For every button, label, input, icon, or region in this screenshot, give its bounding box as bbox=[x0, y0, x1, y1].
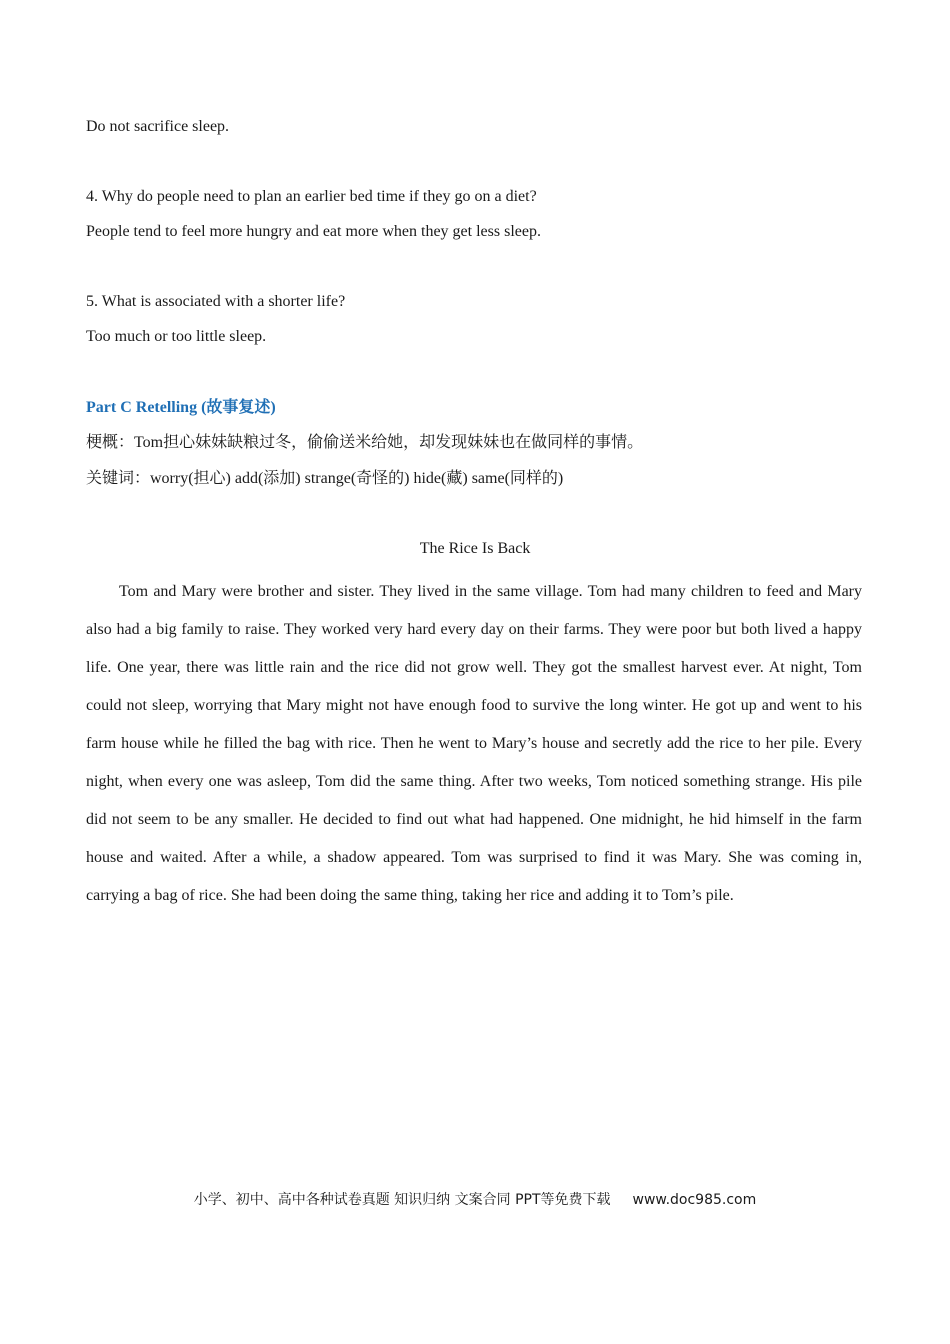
story-summary: 梗概：Tom担心妹妹缺粮过冬，偷偷送米给她，却发现妹妹也在做同样的事情。 bbox=[86, 434, 644, 451]
footer-url[interactable]: www.doc985.com bbox=[632, 1192, 757, 1208]
keywords: 关键词：worry(担心) add(添加) strange(奇怪的) hide(藏) same(同样的) bbox=[86, 470, 564, 487]
page-footer bbox=[0, 1190, 950, 1210]
question-5: 5. What is associated with a shorter life? bbox=[86, 293, 346, 310]
question-4: 4. Why do people need to plan an earlier bed time if they go on a diet? bbox=[86, 188, 537, 205]
part-c-heading: Part C Retelling (故事复述) bbox=[86, 399, 276, 416]
footer-text: 小学、初中、高中各种试卷真题 知识归纳 文案合同 PPT等免费下载 bbox=[193, 1192, 611, 1208]
story-body: Tom and Mary were brother and sister. They lived in the same village. Tom had many children to feed and Mary also had a big family to raise. They worked very hard every day on their farms. They were poor but both lived a happy life. One year, there was little rain and the rice did not grow well. They got the smallest harvest ever. At night, Tom could not sleep, worrying that Mary might not have enough food to survive the long winter. He got up and went to his farm house while he filled the bag with rice. Then he went to Mary’s house and secretly add the rice to her pile. Every night, when every one was asleep, Tom did the same thing. After two weeks, Tom noticed something strange. His pile did not seem to be any smaller. He decided to find out what had happened. One midnight, he hid himself in the farm house and waited. After a while, a shadow appeared. Tom was surprised to find it was Mary. She was coming in, carrying a bag of rice. She had been doing the same thing, taking her rice and adding it to Tom’s pile. bbox=[86, 583, 862, 904]
answer-5: Too much or too little sleep. bbox=[86, 328, 267, 345]
answer-4: People tend to feel more hungry and eat more when they get less sleep. bbox=[86, 223, 541, 240]
previous-answer: Do not sacrifice sleep. bbox=[86, 118, 230, 135]
story-title: The Rice Is Back bbox=[419, 540, 531, 557]
